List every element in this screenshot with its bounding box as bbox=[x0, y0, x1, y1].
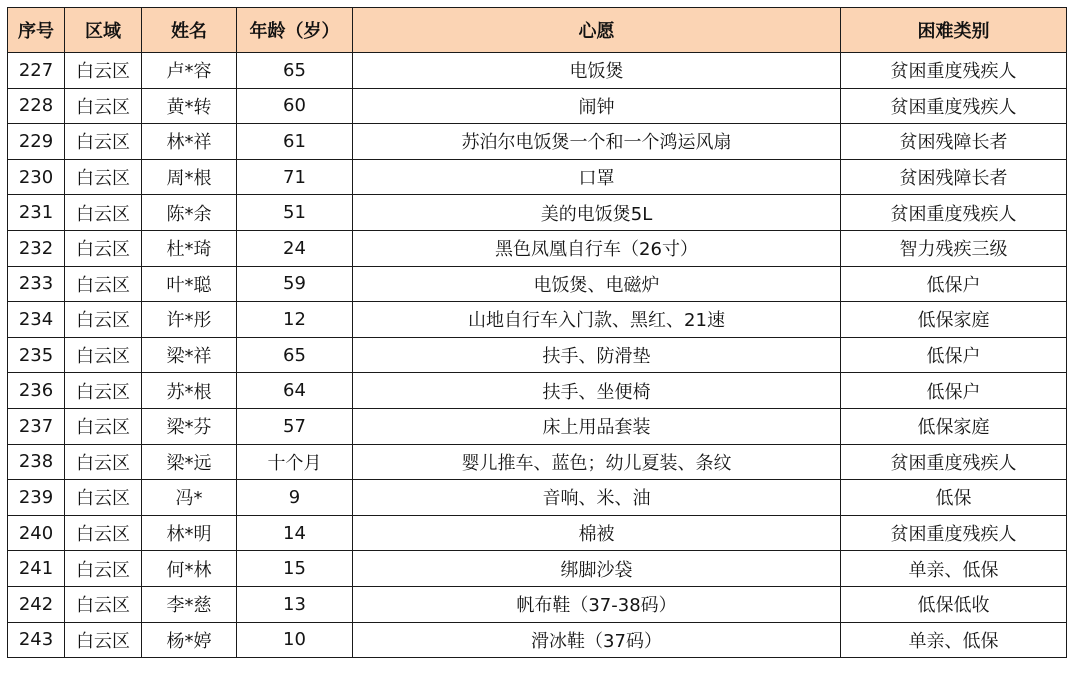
table-row bbox=[8, 622, 1067, 658]
table-row bbox=[8, 444, 1067, 480]
table-body bbox=[8, 53, 1067, 658]
table-row bbox=[8, 586, 1067, 622]
cell-name: 何*林 bbox=[142, 551, 237, 587]
cell-name: 周*根 bbox=[142, 159, 237, 195]
cell-age: 51 bbox=[237, 195, 353, 231]
cell-area: 白云区 bbox=[65, 444, 142, 480]
cell-wish: 床上用品套装 bbox=[353, 408, 841, 444]
cell-wish: 音响、米、油 bbox=[353, 480, 841, 516]
cell-name: 林*祥 bbox=[142, 124, 237, 160]
cell-type: 贫困重度残疾人 bbox=[841, 88, 1067, 124]
table-row bbox=[8, 53, 1067, 89]
cell-age: 59 bbox=[237, 266, 353, 302]
cell-area: 白云区 bbox=[65, 480, 142, 516]
cell-area: 白云区 bbox=[65, 159, 142, 195]
cell-area: 白云区 bbox=[65, 266, 142, 302]
cell-no: 234 bbox=[8, 302, 65, 338]
cell-type: 低保低收 bbox=[841, 586, 1067, 622]
cell-area: 白云区 bbox=[65, 195, 142, 231]
table-row bbox=[8, 266, 1067, 302]
table-row bbox=[8, 195, 1067, 231]
header-wish: 心愿 bbox=[353, 8, 841, 53]
cell-area: 白云区 bbox=[65, 373, 142, 409]
cell-name: 许*彤 bbox=[142, 302, 237, 338]
table-row bbox=[8, 230, 1067, 266]
cell-wish: 美的电饭煲5L bbox=[353, 195, 841, 231]
table-row bbox=[8, 159, 1067, 195]
cell-wish: 棉被 bbox=[353, 515, 841, 551]
cell-age: 13 bbox=[237, 586, 353, 622]
cell-area: 白云区 bbox=[65, 88, 142, 124]
cell-type: 智力残疾三级 bbox=[841, 230, 1067, 266]
wish-list-table bbox=[7, 7, 1067, 658]
cell-name: 梁*芬 bbox=[142, 408, 237, 444]
cell-age: 57 bbox=[237, 408, 353, 444]
cell-area: 白云区 bbox=[65, 53, 142, 89]
header-area: 区域 bbox=[65, 8, 142, 53]
cell-no: 233 bbox=[8, 266, 65, 302]
cell-wish: 电饭煲、电磁炉 bbox=[353, 266, 841, 302]
cell-no: 227 bbox=[8, 53, 65, 89]
cell-age: 14 bbox=[237, 515, 353, 551]
cell-no: 240 bbox=[8, 515, 65, 551]
table-row bbox=[8, 408, 1067, 444]
cell-type: 贫困重度残疾人 bbox=[841, 53, 1067, 89]
cell-age: 64 bbox=[237, 373, 353, 409]
cell-wish: 扶手、坐便椅 bbox=[353, 373, 841, 409]
table-row bbox=[8, 302, 1067, 338]
cell-area: 白云区 bbox=[65, 515, 142, 551]
cell-type: 低保 bbox=[841, 480, 1067, 516]
header-name: 姓名 bbox=[142, 8, 237, 53]
cell-wish: 黑色凤凰自行车（26寸） bbox=[353, 230, 841, 266]
table-row bbox=[8, 124, 1067, 160]
cell-wish: 口罩 bbox=[353, 159, 841, 195]
table-header bbox=[8, 8, 1067, 53]
cell-name: 叶*聪 bbox=[142, 266, 237, 302]
cell-wish: 扶手、防滑垫 bbox=[353, 337, 841, 373]
cell-age: 12 bbox=[237, 302, 353, 338]
cell-type: 单亲、低保 bbox=[841, 551, 1067, 587]
cell-wish: 电饭煲 bbox=[353, 53, 841, 89]
cell-type: 低保户 bbox=[841, 337, 1067, 373]
cell-wish: 苏泊尔电饭煲一个和一个鸿运风扇 bbox=[353, 124, 841, 160]
cell-wish: 婴儿推车、蓝色；幼儿夏装、条纹 bbox=[353, 444, 841, 480]
cell-type: 贫困重度残疾人 bbox=[841, 515, 1067, 551]
table-row bbox=[8, 337, 1067, 373]
cell-age: 61 bbox=[237, 124, 353, 160]
cell-no: 229 bbox=[8, 124, 65, 160]
cell-type: 单亲、低保 bbox=[841, 622, 1067, 658]
cell-age: 9 bbox=[237, 480, 353, 516]
cell-age: 60 bbox=[237, 88, 353, 124]
table-row bbox=[8, 480, 1067, 516]
cell-age: 10 bbox=[237, 622, 353, 658]
cell-wish: 绑脚沙袋 bbox=[353, 551, 841, 587]
header-row bbox=[8, 8, 1067, 53]
cell-name: 梁*远 bbox=[142, 444, 237, 480]
cell-age: 65 bbox=[237, 53, 353, 89]
cell-no: 228 bbox=[8, 88, 65, 124]
cell-name: 林*明 bbox=[142, 515, 237, 551]
cell-type: 低保家庭 bbox=[841, 302, 1067, 338]
cell-area: 白云区 bbox=[65, 124, 142, 160]
cell-name: 黄*转 bbox=[142, 88, 237, 124]
cell-name: 杨*婷 bbox=[142, 622, 237, 658]
cell-area: 白云区 bbox=[65, 586, 142, 622]
cell-age: 24 bbox=[237, 230, 353, 266]
cell-name: 陈*余 bbox=[142, 195, 237, 231]
cell-area: 白云区 bbox=[65, 551, 142, 587]
cell-name: 李*慈 bbox=[142, 586, 237, 622]
cell-type: 低保户 bbox=[841, 266, 1067, 302]
cell-age: 十个月 bbox=[237, 444, 353, 480]
wish-list-table-container bbox=[7, 7, 1067, 658]
cell-wish: 滑冰鞋（37码） bbox=[353, 622, 841, 658]
cell-no: 243 bbox=[8, 622, 65, 658]
cell-name: 梁*祥 bbox=[142, 337, 237, 373]
table-row bbox=[8, 551, 1067, 587]
cell-no: 231 bbox=[8, 195, 65, 231]
cell-type: 低保户 bbox=[841, 373, 1067, 409]
cell-no: 238 bbox=[8, 444, 65, 480]
cell-type: 贫困重度残疾人 bbox=[841, 444, 1067, 480]
cell-area: 白云区 bbox=[65, 408, 142, 444]
cell-no: 236 bbox=[8, 373, 65, 409]
cell-no: 242 bbox=[8, 586, 65, 622]
cell-no: 237 bbox=[8, 408, 65, 444]
cell-no: 239 bbox=[8, 480, 65, 516]
cell-type: 低保家庭 bbox=[841, 408, 1067, 444]
cell-no: 241 bbox=[8, 551, 65, 587]
table-row bbox=[8, 373, 1067, 409]
cell-area: 白云区 bbox=[65, 302, 142, 338]
table-row bbox=[8, 88, 1067, 124]
cell-area: 白云区 bbox=[65, 337, 142, 373]
cell-age: 15 bbox=[237, 551, 353, 587]
cell-wish: 山地自行车入门款、黑红、21速 bbox=[353, 302, 841, 338]
cell-no: 235 bbox=[8, 337, 65, 373]
cell-age: 65 bbox=[237, 337, 353, 373]
cell-type: 贫困重度残疾人 bbox=[841, 195, 1067, 231]
cell-area: 白云区 bbox=[65, 622, 142, 658]
cell-wish: 帆布鞋（37-38码） bbox=[353, 586, 841, 622]
cell-wish: 闹钟 bbox=[353, 88, 841, 124]
cell-type: 贫困残障长者 bbox=[841, 159, 1067, 195]
table-row bbox=[8, 515, 1067, 551]
cell-no: 232 bbox=[8, 230, 65, 266]
cell-area: 白云区 bbox=[65, 230, 142, 266]
cell-name: 冯* bbox=[142, 480, 237, 516]
header-age: 年龄（岁） bbox=[237, 8, 353, 53]
cell-name: 卢*容 bbox=[142, 53, 237, 89]
cell-age: 71 bbox=[237, 159, 353, 195]
cell-name: 杜*琦 bbox=[142, 230, 237, 266]
header-no: 序号 bbox=[8, 8, 65, 53]
header-type: 困难类别 bbox=[841, 8, 1067, 53]
cell-name: 苏*根 bbox=[142, 373, 237, 409]
cell-type: 贫困残障长者 bbox=[841, 124, 1067, 160]
cell-no: 230 bbox=[8, 159, 65, 195]
